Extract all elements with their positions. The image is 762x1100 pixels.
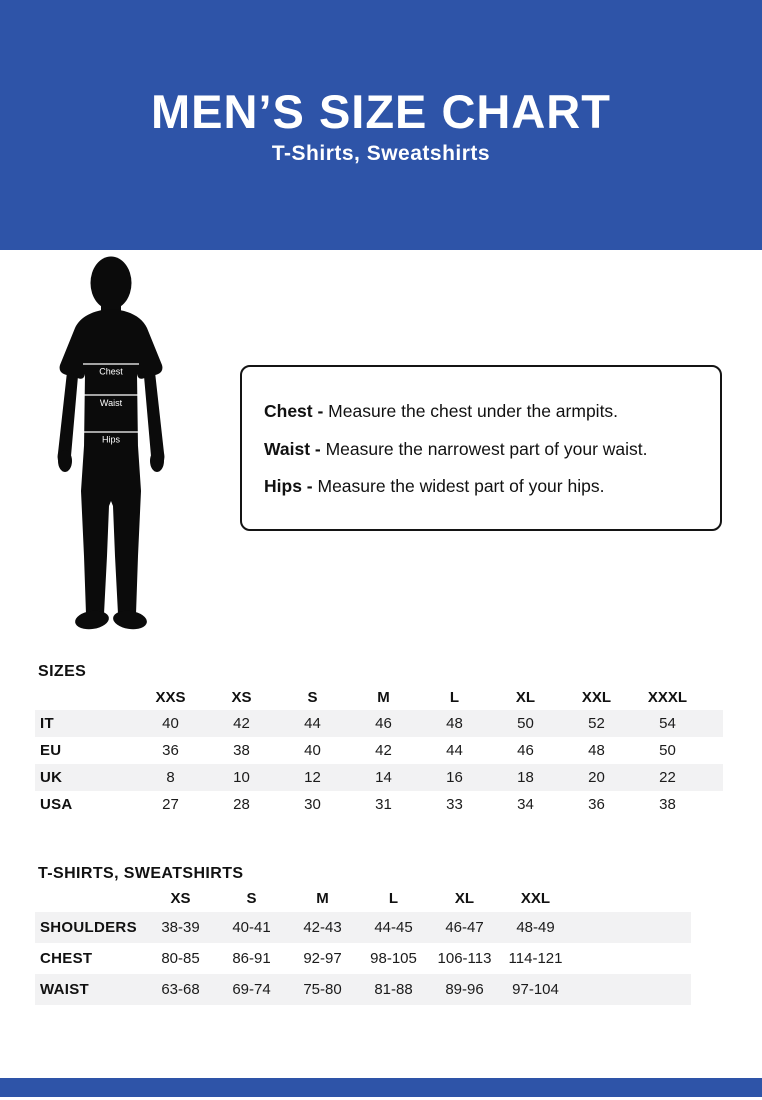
sizes-col-xxxl: XXXL [647, 688, 688, 706]
tshirts-col-s: S [246, 889, 257, 907]
size-value: 14 [375, 769, 392, 786]
size-value: 36 [162, 742, 179, 759]
sizes-col-xxs: XXS [155, 688, 186, 706]
size-value: 46 [375, 715, 392, 732]
measure-value: 98-105 [370, 950, 417, 967]
size-value: 44 [304, 715, 321, 732]
tshirts-col-xxl: XXL [520, 889, 551, 907]
size-value: 50 [659, 742, 676, 759]
size-value: 36 [588, 796, 605, 813]
size-value: 54 [659, 715, 676, 732]
size-value: 34 [517, 796, 534, 813]
sizes-row-uk-label: UK [40, 769, 63, 786]
sizes-row-eu [35, 737, 723, 764]
tshirts-row-waist [35, 974, 691, 1005]
size-value: 40 [304, 742, 321, 759]
footer-accent-bar [0, 1078, 762, 1097]
chest-instruction-label: Chest - [264, 401, 324, 421]
sizes-col-xs: XS [231, 688, 252, 706]
sizes-header-row [35, 684, 723, 710]
page-subtitle: T-Shirts, Sweatshirts [271, 142, 491, 165]
size-value: 22 [659, 769, 676, 786]
measure-value: 89-96 [445, 981, 484, 998]
sizes-row-eu-label: EU [40, 742, 62, 759]
measure-value: 75-80 [303, 981, 342, 998]
waist-instruction-label: Waist - [264, 438, 321, 459]
tshirts-section-title: T-SHIRTS, SWEATSHIRTS [38, 865, 244, 882]
measure-value: 69-74 [232, 981, 271, 998]
measure-value: 40-41 [232, 919, 271, 936]
sizes-col-xxl: XXL [581, 688, 612, 706]
sizes-header-blank [35, 684, 135, 710]
tshirts-row-shoulders-label: SHOULDERS [40, 919, 137, 936]
size-value: 12 [304, 769, 321, 786]
sizes-col-m: M [377, 688, 390, 706]
sizes-row-usa-label: USA [40, 796, 73, 813]
chest-line-label: Chest [99, 366, 123, 377]
measure-value: 81-88 [374, 981, 413, 998]
size-value: 50 [517, 715, 534, 732]
size-value: 38 [233, 742, 250, 759]
measure-value: 80-85 [161, 950, 200, 967]
size-value: 48 [446, 715, 463, 732]
waist-line-label: Waist [99, 398, 123, 408]
measure-value: 92-97 [303, 950, 342, 967]
male-silhouette-figure [50, 256, 196, 636]
size-value: 27 [162, 796, 179, 813]
sizes-section-title: SIZES [38, 663, 87, 680]
male-silhouette-icon [50, 256, 196, 636]
size-value: 10 [233, 769, 250, 786]
tshirts-row-chest-label: CHEST [40, 950, 93, 967]
size-value: 30 [304, 796, 321, 813]
measure-value: 42-43 [303, 919, 342, 936]
tshirts-table [35, 884, 691, 1005]
size-value: 18 [517, 769, 534, 786]
tshirts-header-row [35, 884, 691, 912]
tshirts-col-xs: XS [170, 889, 191, 907]
page-title: MEN’S SIZE CHART [151, 85, 611, 138]
size-value: 46 [517, 742, 534, 759]
size-value: 48 [588, 742, 605, 759]
measure-value: 114-121 [508, 950, 563, 967]
tshirts-row-waist-label: WAIST [40, 981, 89, 998]
size-value: 28 [233, 796, 250, 813]
chest-instruction-text: Measure the chest under the armpits. [323, 401, 619, 421]
waist-instruction-text: Measure the narrowest part of your waist. [320, 438, 648, 459]
size-value: 38 [659, 796, 676, 813]
measure-value: 86-91 [232, 950, 271, 967]
sizes-col-s: S [307, 688, 318, 706]
tshirts-col-m: M [316, 889, 329, 907]
chest-instruction [264, 393, 710, 431]
measure-value: 44-45 [374, 919, 413, 936]
sizes-row-it [35, 710, 723, 737]
tshirts-header-blank [35, 884, 145, 912]
header-banner [0, 0, 762, 250]
hips-instruction-text: Measure the widest part of your hips. [312, 476, 605, 496]
tshirts-row-shoulders [35, 912, 691, 943]
sizes-table [35, 684, 723, 818]
sizes-col-xl: XL [515, 688, 536, 706]
size-value: 52 [588, 715, 605, 732]
size-value: 33 [446, 796, 463, 813]
size-value: 8 [166, 769, 175, 786]
measurement-instructions-box [240, 365, 722, 531]
sizes-col-l: L [449, 688, 460, 706]
tshirts-col-xl: XL [454, 889, 475, 907]
size-value: 40 [162, 715, 179, 732]
sizes-row-uk [35, 764, 723, 791]
hips-instruction [264, 468, 710, 506]
sizes-row-it-label: IT [40, 715, 54, 732]
hips-line-label: Hips [101, 434, 121, 445]
sizes-row-usa [35, 791, 723, 818]
size-value: 42 [233, 715, 250, 732]
size-value: 31 [375, 796, 392, 813]
waist-instruction [264, 431, 710, 469]
tshirts-col-l: L [388, 889, 399, 907]
measure-value: 48-49 [516, 919, 555, 936]
size-value: 44 [446, 742, 463, 759]
size-value: 20 [588, 769, 605, 786]
measure-value: 46-47 [445, 919, 484, 936]
measure-value: 106-113 [437, 950, 492, 967]
size-value: 16 [446, 769, 463, 786]
tshirts-row-chest [35, 943, 691, 974]
measure-value: 38-39 [161, 919, 200, 936]
measure-value: 97-104 [512, 981, 559, 998]
hips-instruction-label: Hips - [264, 476, 313, 496]
sizes-col-filler [703, 684, 723, 710]
size-value: 42 [375, 742, 392, 759]
measure-value: 63-68 [161, 981, 200, 998]
tshirts-col-filler [571, 884, 691, 912]
